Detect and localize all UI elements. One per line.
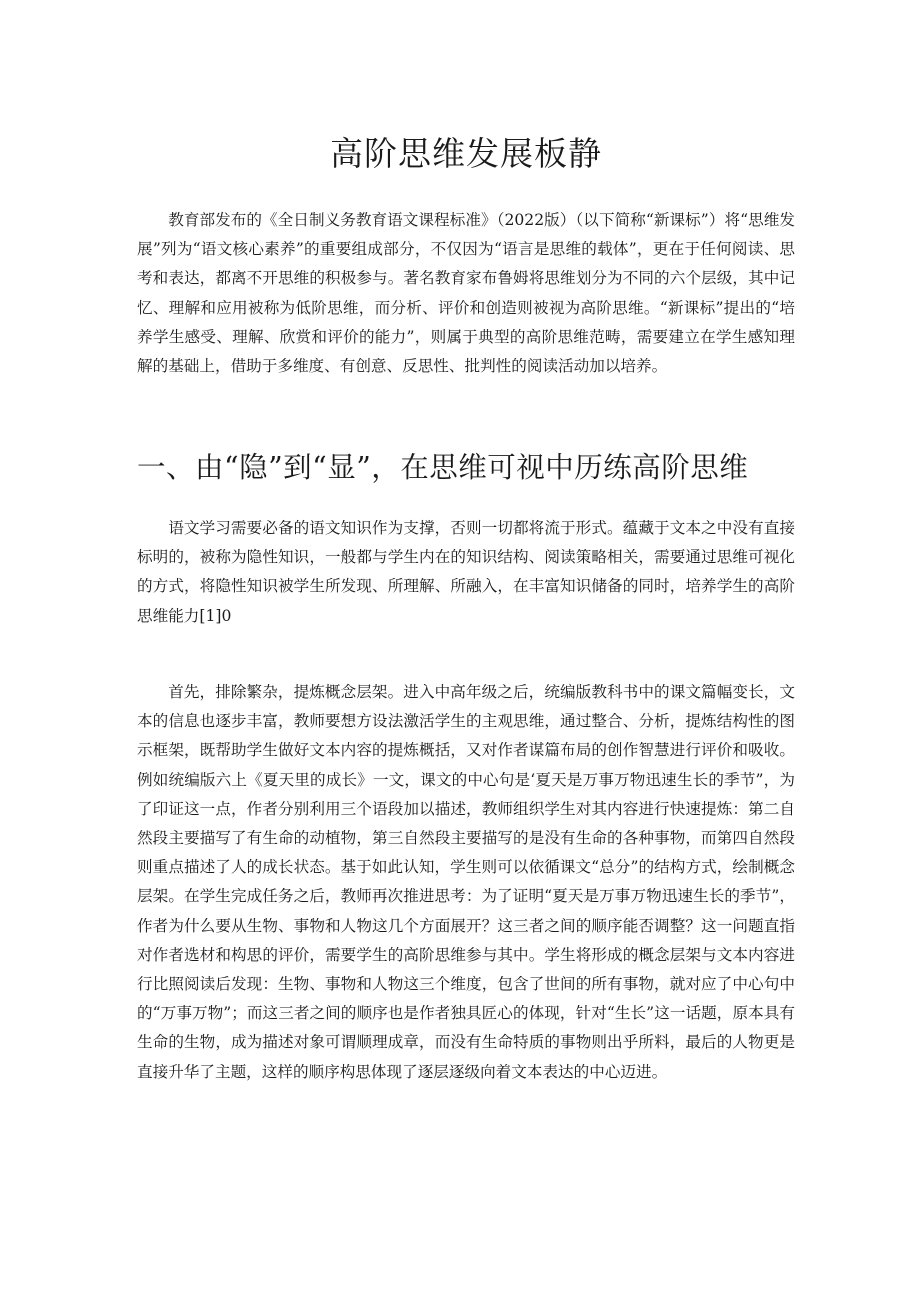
section-paragraph-2: 首先，排除繁杂，提炼概念层架。进入中高年级之后，统编版教科书中的课文篇幅变长，文本的信息也逐步丰富，教师要想方设法激活学生的主观思维，通过整合、分析，提炼结构性的图示框架，既帮助学生做好文本内容的提炼概括，又对作者谋篇布局的创作智慧进行评价和吸收。例如统编版六上《夏天里的成长》一文，课文的中心句是‘夏天是万事万物迅速生长的季节”，为了印证这一点，作者分别利用三个语段加以描述，教师组织学生对其内容进行快速提炼：第二自然段主要描写了有生命的动植物，第三自然段主要描写的是没有生命的各种事物，而第四自然段则重点描述了人的成长状态。基于如此认知，学生则可以依循课文“总分”的结构方式，绘制概念层架。在学生完成任务之后，教师再次推进思考：为了证明“夏天是万事万物迅速生长的季节”，作者为什么要从生物、事物和人物这几个方面展开？这三者之间的顺序能否调整？这一问题直指对作者选材和构思的评价，需要学生的高阶思维参与其中。学生将形成的概念层架与文本内容进行比照阅读后发现：生物、事物和人物这三个维度，包含了世间的所有事物，就对应了中心句中的“万事万物”；而这三者之间的顺序也是作者独具匠心的体现，针对“生长”这一话题，原本具有生命的生物，成为描述对象可谓顺理成章，而没有生命特质的事物则出乎所料，最后的人物更是直接升华了主题，这样的顺序构思体现了逐层逐级向着文本表达的中心迈进。 (137, 683, 795, 1081)
section-paragraph-1: 语文学习需要必备的语文知识作为支撑，否则一切都将流于形式。蕴藏于文本之中没有直接标明的，被称为隐性知识，一般都与学生内在的知识结构、阅读策略相关，需要通过思维可视化的方式，将隐性知识被学生所发现、所理解、所融入，在丰富知识储备的同时，培养学生的高阶思维能力[1]0 (137, 519, 795, 625)
document-title: 高阶思维发展板静 (330, 134, 602, 173)
intro-paragraph: 教育部发布的《全日制义务教育语文课程标准》（2022版）（以下简称“新课标”）将“思维发展”列为“语文核心素养”的重要组成部分，不仅因为“语言是思维的载体”，更在于任何阅读、思考和表达，都离不开思维的积极参与。著名教育家布鲁姆将思维划分为不同的六个层级，其中记忆、理解和应用被称为低阶思维，而分析、评价和创造则被视为高阶思维。“新课标”提出的“培养学生感受、理解、欣赏和评价的能力”，则属于典型的高阶思维范畴，需要建立在学生感知理解的基础上，借助于多维度、有创意、反思性、批判性的阅读活动加以培养。 (137, 211, 795, 376)
section-heading: 一、由“隐”到“显”，在思维可视中历练高阶思维 (137, 451, 749, 484)
